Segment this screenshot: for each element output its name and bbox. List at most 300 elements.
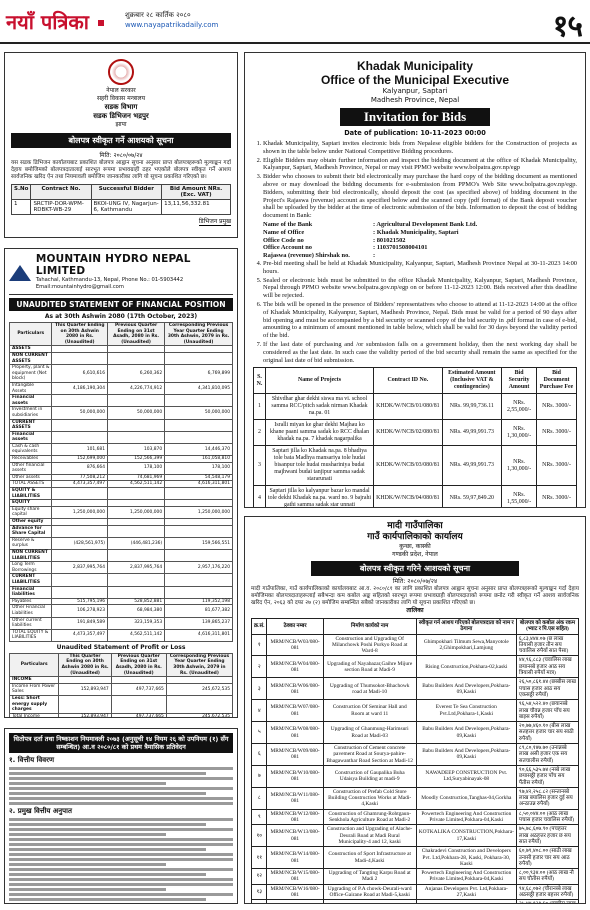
section-heading: १. वित्तीय विवरण xyxy=(9,756,55,764)
table-cell: 68,984,380 xyxy=(108,605,165,617)
table-cell: 515,795,196 xyxy=(52,598,108,605)
table-cell: Construction of Ghamrung-Rohtgaun-Senkhola Agriculture Road at Madi-2 xyxy=(323,809,416,825)
table-cell: Babu Builders And Developers,Pokhara-09,Kaski xyxy=(416,678,516,700)
table-cell: NRs. 3000/- xyxy=(537,486,577,508)
table-cell: 103,870 xyxy=(108,443,165,455)
table-header-row xyxy=(10,323,233,346)
table-row xyxy=(10,481,233,488)
table-cell xyxy=(108,574,165,586)
table-cell: Other Financial Liabilities xyxy=(10,605,52,617)
table-cell: Saptari jilla ko Khadak na.pa. 8 bhadiya tole bata Madhya mansariya tole hudai bisanpur tole hudai mushariniya budai majhwani budai tanjipur samma sadak stararunati xyxy=(265,446,373,486)
website-link[interactable]: www.nayapatrikadaily.com xyxy=(125,21,219,29)
table-cell: NRs. 2,55,000/- xyxy=(502,394,537,420)
table-cell: NRs. 99,99,736.11 xyxy=(442,394,501,420)
table-row xyxy=(10,598,233,605)
table-cell: ११ xyxy=(252,847,267,869)
table-label: तालिका xyxy=(406,607,424,614)
list-item: 7. If the last date of purchasing and /or submission falls on a government holiday, then the next working day shall be considered as the last date. In such case the validity period of the bid security shall remain the same as specified for the original last date of bid submission. xyxy=(263,341,577,364)
table-cell: MRM/NCB/W07/080-081 xyxy=(267,700,323,722)
table-cell: ४ xyxy=(252,700,267,722)
column-header: ठेक्का नम्बर xyxy=(267,619,323,635)
table-cell: Financial assets xyxy=(10,431,52,443)
table-cell: EQUITY & LIABILITIES xyxy=(10,488,52,500)
table-cell: KHDK/W/NCB/03/080/81 xyxy=(374,446,443,486)
table-cell: EQUITY xyxy=(10,500,52,507)
table-cell: Upgrading of Thumsokot-Bhachowk road at Madi-10 xyxy=(323,678,416,700)
notice-header xyxy=(11,87,231,129)
statement-date: As at 30th Ashwin 2080 (17th October, 2023) xyxy=(44,313,198,320)
table-cell: 50,000,000 xyxy=(52,407,108,419)
khadak-bid-notice xyxy=(244,52,586,508)
signature-label: डिभिजन प्रमुख xyxy=(198,218,231,225)
table-cell: MRM/NCB/W16/080-081 xyxy=(267,884,323,900)
table-cell: MRM/NCB/W04/080-081 xyxy=(267,656,323,678)
table-cell: 6,610,616 xyxy=(52,365,108,383)
table-cell: Babu Builders And Developers,Pokhara-09,Kaski xyxy=(416,722,516,744)
contracts-table xyxy=(251,618,579,904)
table-cell: NRs. 49,99,991.73 xyxy=(442,420,501,446)
table-cell: 152,699,000 xyxy=(52,456,108,463)
table-cell: 528,852,881 xyxy=(108,598,165,605)
table-cell: NRs. 1,55,000/- xyxy=(502,486,537,508)
table-cell xyxy=(108,488,165,500)
table-row xyxy=(252,809,579,825)
table-cell: Equity share capital xyxy=(10,506,52,518)
table-cell xyxy=(516,900,578,904)
table-cell: Construction of Cement concrete pavement Road at Sourya-pahire- Bhagawanthar Road Section at Madi-12 xyxy=(323,744,416,766)
notice-date: मिति: २०८०/०७/२४ xyxy=(99,152,143,159)
bank-value: : xyxy=(373,252,376,260)
table-row xyxy=(10,519,233,526)
table-row xyxy=(10,562,233,574)
signature-line xyxy=(11,217,231,225)
table-cell xyxy=(52,519,108,526)
table-cell: Construction and Upgrading of Alache-Deurali Road at Madi Rural Municipality-4 and 12, kaski xyxy=(323,825,416,847)
table-cell xyxy=(52,488,108,500)
table-cell: 2,837,995,764 xyxy=(108,562,165,574)
table-cell: NRs. 1,30,000/- xyxy=(502,446,537,486)
table-cell: ९७,४२,२५८.८२ (सन्तानब्बे लाख बयालिस हजार दुई सय अन्ठाउन्न रुपैयाँ) xyxy=(516,787,578,809)
list-item: 1. Khadak Municipality, Saptari invites electronic bids from Nepalese eligible bidders for the Construction of projects as shown in the table below under National Competitive Bidding procedures. xyxy=(263,140,577,156)
table-row xyxy=(10,346,233,353)
projects-table xyxy=(253,367,577,508)
column-header: This Quarter Ending on 30th Ashwin 2080 in Rs. (Unaudited) xyxy=(59,653,111,676)
table-cell xyxy=(166,696,232,714)
municipality-title: Khadak Municipality xyxy=(356,59,474,73)
table-cell xyxy=(267,900,323,904)
table-cell: 245,672,535 xyxy=(166,713,232,718)
table-cell: CURRENT LIABILITIES xyxy=(10,574,52,586)
table-cell: 106,278,923 xyxy=(52,605,108,617)
table-cell: 77,508,212 xyxy=(52,474,108,481)
column-header: स्वीकृत गर्न आशय गरिएको बोलपत्रदाता को नाम र ठेगाना xyxy=(416,619,516,635)
office-title: गाउँ कार्यपालिकाको कार्यालय xyxy=(367,532,463,542)
table-cell xyxy=(165,346,233,353)
table-cell: NRs. 49,99,991.73 xyxy=(442,446,501,486)
mountain-logo-icon xyxy=(9,263,30,281)
table-row xyxy=(10,629,233,641)
masthead xyxy=(0,0,590,44)
notice-title: बोलपत्र स्वीकृत गर्ने आशयको सूचना xyxy=(11,133,231,148)
bank-value: : Khadak Municipality, Saptari xyxy=(373,228,459,236)
column-header: Corresponding Previous Year Quarter Ending 30th Ashwin, 2079 in Rs. (Unaudited) xyxy=(166,653,232,676)
list-item: 3. Bidder who chooses to submit their bid electronically may purchase the hard copy of the bidding document as mentioned above or may download the bidding documents for e-submission from PPMO's Web Site www.bolpatra.gov.np/egp. Bidders, submitting their bid electronically, should deposit the cost (as specified above) of bidding document in the Project's Rajaswa (revenue) account as specified below and the scanned copy (pdf format) of the Bank deposit voucher shall be uploaded by the bidder at the time of electronic submission of the bids. Information to deposit the cost of bidding document in Bank: xyxy=(263,173,577,220)
table-cell: Payables xyxy=(10,598,52,605)
table-cell: MRM/NCB/W03/080-081 xyxy=(267,634,323,656)
table-cell: 2,957,176,220 xyxy=(165,562,233,574)
table-row xyxy=(254,394,577,420)
column-header: Corresponding Previous Year Quarter Ending 30th Ashwin, 2079 in Rs. (Unaudited) xyxy=(165,323,233,346)
table-cell: MRM/NCB/W14/080-081 xyxy=(267,847,323,869)
financial-position-table xyxy=(9,322,233,642)
table-cell: BKOI-UNG IV, Nagarjun-6, Kathmandu xyxy=(91,200,162,215)
table-cell xyxy=(165,525,233,537)
table-row xyxy=(10,677,233,684)
instructions-list xyxy=(253,140,577,220)
province: Madhesh Province, Nepal xyxy=(370,96,460,104)
table-cell: SRCTIP-DOR-WPM-RDBKT-WB-29 xyxy=(31,200,91,215)
table-cell: २ xyxy=(252,656,267,678)
table-cell: Intangible Assets xyxy=(10,382,52,394)
office-title: Office of the Municipal Executive xyxy=(320,73,510,87)
column-header: Name of Projects xyxy=(265,368,373,394)
bank-value: : 801021502 xyxy=(373,236,406,244)
table-cell: Financial assets xyxy=(10,395,52,407)
table-cell: Powertech Engineering And Construction Private Limited,Pokhara-04,Kaski xyxy=(416,809,516,825)
column-header: This Quarter Ending on 30th Ashwin 2080 in Rs. (Unaudited) xyxy=(52,323,108,346)
profit-loss-table xyxy=(9,653,233,718)
table-cell: ७ xyxy=(252,765,267,787)
table-cell: Cash & cash equivalents xyxy=(10,443,52,455)
column-header: Previous Quarter Ending on 31st Asadh, 2080 in Rs. (Unaudited) xyxy=(111,653,166,676)
header-line: सडक विभाग xyxy=(104,103,138,111)
table-cell: 4,562,511,142 xyxy=(108,481,165,488)
left-column xyxy=(4,52,238,904)
table-cell: 152,893,947 xyxy=(59,713,111,718)
masthead-meta xyxy=(125,10,218,30)
table-cell: 14,446,370 xyxy=(165,443,233,455)
bank-value: : 1103701508004101 xyxy=(373,244,428,252)
table-cell: Babu Builders And Developers,Pokhara-09,Kaski xyxy=(416,744,516,766)
table-cell xyxy=(52,525,108,537)
table-cell: Other current liabilities xyxy=(10,617,52,629)
location: Kalyanpur, Saptari xyxy=(382,87,448,95)
notice-body: मादी गाउँपालिका, गाउँ कार्यपालिकाको कार्यालयबाट आ.व. २०८०/८१ का लागि प्रकाशित बोलपत्र आह्वान सूचना अनुसार प्राप्त बोलपत्रहरूको मूल्याङ्कन गर्दा देहाय बमोजिमका बोलपत्रदाताहरूलाई सबैभन्दा कम कबोल अङ्क सहितको सारभूत रूपमा प्रभावग्राही बोलपत्रदाताको रूपमा छनोट गरी स्वीकृत गर्ने आशय सार्वजनिक खरिद ऐन, २०६३ को दफा २७ (२) बमोजिम सम्बन्धित सबैको जानकारीका लागि यो सूचना प्रकाशित गरिएको छ। xyxy=(251,586,579,606)
table-cell xyxy=(165,549,233,561)
table-cell xyxy=(166,677,232,684)
table-cell xyxy=(52,395,108,407)
column-header: Previous Quarter Ending on 31st Asadh, 2080 in Rs. (Unaudited) xyxy=(108,323,165,346)
column-header: बोलपत्र को कबोल अंक रकम (भ्याट र पि.एस सहित) xyxy=(516,619,578,635)
table-header-row xyxy=(252,619,579,635)
pl-title: Unaudited Statement of Profit or Loss xyxy=(56,643,186,651)
column-header: Bid Document Purchase Fee xyxy=(537,368,577,394)
table-cell xyxy=(165,419,233,431)
issue-date: शुक्रबार २८ कार्तिक २०८० xyxy=(125,11,191,19)
invitation-banner: Invitation for Bids xyxy=(340,108,490,126)
table-cell: 4,562,511,142 xyxy=(108,629,165,641)
section-heading: २. प्रमुख वित्तीय अनुपात xyxy=(9,807,72,815)
table-cell: KHDK/W/NCB/01/080/81 xyxy=(374,394,443,420)
table-cell: 54,548,179 xyxy=(165,474,233,481)
table-cell: 1,250,000,000 xyxy=(165,506,233,518)
statement-title: UNAUDITED STATEMENT OF FINANCIAL POSITION xyxy=(9,298,233,311)
table-cell xyxy=(52,586,108,598)
table-cell: 4,616,311,801 xyxy=(165,629,233,641)
table-cell xyxy=(52,419,108,431)
table-row xyxy=(10,617,233,629)
column-header: Bid Amount NRs. (Exc. VAT) xyxy=(162,185,231,200)
table-cell: Other assets xyxy=(10,474,52,481)
table-cell: KHDK/W/NCB/02/080/81 xyxy=(374,420,443,446)
table-cell: 497,737,665 xyxy=(111,683,166,695)
table-cell: Upgrading of Tangting Karpu Road at Madi 2 xyxy=(323,869,416,885)
header-line: सडक डिभिजन भद्रपुर xyxy=(93,112,149,120)
list-item: 6. The bids will be opened in the presence of Bidders' representatives who choose to attend at 11-12-2023 14:00 at the office of Khadak Municipality, Kalyanpur, Saptari, Madhesh Province, Nepal. Bids must be valid for a period of 90 days after bid opening and must be accompanied by a bid security or scanned copy of the bid security in .pdf format in case of e-bid, amounting to a minimum of amount mentioned in table below, which shall be valid for 30 days beyond the validity period of the bid. xyxy=(263,301,577,340)
table-cell: 13,11,56,332.81 xyxy=(162,200,231,215)
table-cell: Financial liabilities xyxy=(10,586,52,598)
table-cell: Construction of Sport Infrastructure at Madi-4,Kaski xyxy=(323,847,416,869)
table-cell: Anjanas Developers Pvt. Ltd,Pokhara-27,Kaski xyxy=(416,884,516,900)
table-cell xyxy=(165,352,233,364)
table-row xyxy=(10,431,233,443)
list-item: 4. Pre-bid meeting shall be held at Khadak Municipality, Kalyanpur, Saptari, Madhesh Province Nepal at 30-11-2023 14:00 hours. xyxy=(263,260,577,276)
table-cell: १ xyxy=(252,634,267,656)
table-cell: 152,566,399 xyxy=(108,456,165,463)
table-cell xyxy=(108,419,165,431)
table-cell: ९ xyxy=(252,809,267,825)
table-cell: CURRENT ASSETS xyxy=(10,419,52,431)
table-cell xyxy=(165,488,233,500)
table-cell: MRM/NCB/W10/080-081 xyxy=(267,765,323,787)
table-row xyxy=(254,486,577,508)
table-row xyxy=(10,506,233,518)
table-cell xyxy=(52,352,108,364)
table-cell: Upgrading of Nayabazar,Gaihre Mijure section Road at Madi-9 xyxy=(323,656,416,678)
table-cell: MRM/NCB/W15/080-081 xyxy=(267,869,323,885)
table-row xyxy=(10,443,233,455)
table-cell xyxy=(108,352,165,364)
table-cell: 1,250,000,000 xyxy=(52,506,108,518)
table-cell: 50,000,000 xyxy=(108,407,165,419)
table-cell: Shivdhar ghar dekhi siswa ma vi. school samma RCC/pitch sadak nirman Khadak na.pa. 01 xyxy=(265,394,373,420)
column-header: Contract No. xyxy=(31,185,91,200)
municipality-title: मादी गाउँपालिका xyxy=(387,521,443,531)
table-cell xyxy=(52,574,108,586)
table-cell: 152,893,947 xyxy=(59,683,111,695)
table-cell: ASSETS xyxy=(10,346,52,353)
table-cell: NRs. 3000/- xyxy=(537,420,577,446)
table-row xyxy=(10,525,233,537)
table-cell: (446,481,236) xyxy=(108,537,165,549)
table-cell: ६ xyxy=(252,744,267,766)
table-header-row xyxy=(10,653,233,676)
table-row xyxy=(10,474,233,481)
table-cell: MRM/NCB/W12/080-081 xyxy=(267,809,323,825)
table-cell xyxy=(111,677,166,684)
province: गण्डकी प्रदेश, नेपाल xyxy=(392,551,438,558)
table-row xyxy=(10,605,233,617)
table-row xyxy=(252,722,579,744)
table-cell: MRM/NCB/W13/080-081 xyxy=(267,825,323,847)
table-row xyxy=(252,869,579,885)
table-row xyxy=(252,678,579,700)
table-cell: १२ xyxy=(252,869,267,885)
address: कुन्छा, कास्की xyxy=(399,543,431,550)
table-cell: Everest Te Sea Construction Pvt.Ltd,Pokhara-1,Kaski xyxy=(416,700,516,722)
table-cell: 497,737,665 xyxy=(111,713,166,718)
table-cell: TOTAL ASSETS xyxy=(10,481,52,488)
column-header: Contract ID No. xyxy=(374,368,443,394)
list-item: 5. Sealed or electronic bids must be submitted to the office Khadak Municipality, Kalyanpur, Saptari, Madhesh Province, Nepal through PPMO website www.bolpatra.gov.np/egp on or before 11-12-2023 12:00. Bids received after this deadline will be rejected. xyxy=(263,277,577,300)
table-cell: (428,561,975) xyxy=(52,537,108,549)
company-name: MOUNTAIN HYDRO NEPAL LIMITED xyxy=(35,253,191,277)
table-row xyxy=(10,683,233,695)
table-cell: Investment in subsidiaries xyxy=(10,407,52,419)
table-cell: 1 xyxy=(254,394,266,420)
table-row xyxy=(252,900,579,904)
table-cell: 101,681 xyxy=(52,443,108,455)
table-cell: 139,865,237 xyxy=(165,617,233,629)
table-row xyxy=(10,574,233,586)
table-row xyxy=(10,365,233,383)
table-cell: 4,473,357,497 xyxy=(52,629,108,641)
table-row xyxy=(252,744,579,766)
table-cell xyxy=(108,586,165,598)
table-cell: Total Income xyxy=(10,713,59,718)
table-cell: ४४,९६,८८३ (चवालिस लाख छयानब्बे हजार आठ सय त्रियासी रुपैयाँ मात्र) xyxy=(516,656,578,678)
table-cell: Construction of Prefab Cold Store Building Construction Works at Madi-4,Kaski xyxy=(323,787,416,809)
table-row xyxy=(254,446,577,486)
column-header: S.No xyxy=(12,185,31,200)
table-row xyxy=(10,462,233,474)
table-cell: 4,226,774,912 xyxy=(108,382,165,394)
table-row xyxy=(252,787,579,809)
table-cell: Construction Of Seminar Hall and Room at ward 11 xyxy=(323,700,416,722)
bank-label: Name of Office xyxy=(263,228,305,236)
table-cell: ९६,५४,५२२.४० (छयानब्बे लाख चौवन्न हजार पाँच सय बाइस रुपैयाँ) xyxy=(516,700,578,722)
bank-label: Name of the Bank xyxy=(263,220,313,228)
table-cell: 323,159,353 xyxy=(108,617,165,629)
table-cell: INCOME xyxy=(10,677,59,684)
company-address: Tahachal, Kathmandu-13, Nepal, Phone No.: 01-5903442 xyxy=(35,277,184,283)
table-cell: Rising Construction,Pokhara-02,kaski xyxy=(416,656,516,678)
table-cell xyxy=(59,677,111,684)
table-cell: २०,७७,४६०.१० (बीस लाख सतहत्तर हजार चार सय साठी रुपैयाँ) xyxy=(516,722,578,744)
table-cell: ८,००,९३४.०० (आठ लाख नौ सय चौतीस रुपैयाँ) xyxy=(516,869,578,885)
table-cell: NON CURRENT ASSETS xyxy=(10,352,52,364)
table-cell xyxy=(52,549,108,561)
table-cell xyxy=(108,525,165,537)
table-cell: NRs. 3000/- xyxy=(537,446,577,486)
table-cell: Upgrading of Ghanmung-Harimsuri Road at Madi-03 xyxy=(323,722,416,744)
table-cell: NRs. 3000/- xyxy=(537,394,577,420)
table-cell: ६०,७९,४०८.०० (साठी लाख उनासी हजार चार सय आठ रुपैयाँ) xyxy=(516,847,578,869)
table-cell: 245,672,535 xyxy=(166,683,232,695)
table-cell xyxy=(59,696,111,714)
bidder-table xyxy=(11,184,231,215)
table-cell: KHDK/W/NCB/04/080/81 xyxy=(374,486,443,508)
table-cell: 178,100 xyxy=(165,462,233,474)
table-cell xyxy=(108,346,165,353)
table-row xyxy=(252,700,579,722)
table-cell: NRs. 1,30,000/- xyxy=(502,420,537,446)
table-cell xyxy=(111,696,166,714)
column-header: Successful Bidder xyxy=(91,185,162,200)
table-cell: NAWADEEP CONSTRUCTION Pvt. Ltd,Suryabinayak-08 xyxy=(416,765,516,787)
table-cell xyxy=(252,900,267,904)
table-row xyxy=(252,634,579,656)
table-row xyxy=(10,586,233,598)
table-cell xyxy=(165,574,233,586)
quarterly-report-notice xyxy=(4,728,238,904)
table-cell: Receivables xyxy=(10,456,52,463)
table-cell: 876,664 xyxy=(52,462,108,474)
table-cell: 4,341,810,095 xyxy=(165,382,233,394)
table-cell: MRM/NCB/W09/080-081 xyxy=(267,744,323,766)
table-cell xyxy=(108,519,165,526)
header-line: झापा xyxy=(115,121,127,128)
table-cell: ७५,७८,६०७.९० (पचहत्तर लाख अठहत्तर हजार छ सय सात रुपैयाँ) xyxy=(516,825,578,847)
table-cell: Upgrading of P.A chowk-Deurali-ward Office-Gairane Road at Madi-5,kaski xyxy=(323,884,416,900)
notice-body: यस सडक डिभिजन कार्यालयबाट प्रकाशित बोलपत्र आह्वान सूचना अनुसार प्राप्त बोलपत्रहरूको मूल्याङ्कन गर्दा देहाय बमोजिमको बोलपत्रदातालाई सारभूत रूपमा प्रभावग्राही ठहर भएकोले बोलपत्र स्वीकृत गर्ने आशय सार्वजनिक खरिद ऐन तथा नियमावली बमोजिम जानकारीका लागि यो सूचना प्रकाशित गरिएको छ। xyxy=(11,160,231,180)
table-cell: १० xyxy=(252,825,267,847)
table-row xyxy=(252,825,579,847)
table-cell: 1 xyxy=(12,200,31,215)
table-row xyxy=(10,419,233,431)
table-cell xyxy=(108,549,165,561)
table-cell: MRM/NCB/W11/080-081 xyxy=(267,787,323,809)
table-cell: ९०,६६,५३५.७४ (नब्बे लाख छयासठ्ठी हजार पाँच सय पैंतीस रुपैयाँ) xyxy=(516,765,578,787)
table-cell xyxy=(323,900,416,904)
table-row xyxy=(252,847,579,869)
table-cell: ६,८३,४४४.०७ (छ लाख तियासी हजार तीन सय चवालिस रुपैयाँ सात पैसा) xyxy=(516,634,578,656)
government-emblem-icon xyxy=(108,59,134,85)
table-cell: Saptari jilla ko kalyanpur bazar ko mandal tole dekhi Khadak na.pa. ward no. 9 bajrahi gathi samma sadak star unnati xyxy=(265,486,373,508)
instructions-list-2 xyxy=(253,260,577,364)
column-header: क्र.सं. xyxy=(252,619,267,635)
table-cell: Long Term Borrowings xyxy=(10,562,52,574)
column-header: Particulars xyxy=(10,653,59,676)
table-row xyxy=(252,656,579,678)
table-cell xyxy=(108,500,165,507)
table-cell: 191,849,589 xyxy=(52,617,108,629)
table-cell: Less: Short energy supply charges xyxy=(10,696,59,714)
table-cell: 4,473,357,497 xyxy=(52,481,108,488)
table-cell: ८९,८०,१४७.७० (उनान्नब्बे लाख असी हजार एक सय सतचालीस रुपैयाँ) xyxy=(516,744,578,766)
table-cell: Other equity xyxy=(10,519,52,526)
table-header-row xyxy=(254,368,577,394)
table-cell: 81,677,382 xyxy=(165,605,233,617)
bank-details xyxy=(253,221,577,260)
table-cell: Income From Power Sales xyxy=(10,683,59,695)
table-row xyxy=(10,352,233,364)
mountain-hydro-notice xyxy=(4,248,238,718)
table-cell xyxy=(165,395,233,407)
table-cell: Advance for Share Capital xyxy=(10,525,52,537)
table-cell: MRM/NCB/W06/080-081 xyxy=(267,678,323,700)
table-cell: Other financial assets xyxy=(10,462,52,474)
table-cell: 50,000,000 xyxy=(165,407,233,419)
table-cell: 74,681,969 xyxy=(108,474,165,481)
table-cell: 4,186,190,304 xyxy=(52,382,108,394)
table-cell xyxy=(52,431,108,443)
table-cell xyxy=(165,500,233,507)
table-cell: ३ xyxy=(252,678,267,700)
header-line: नेपाल सरकार xyxy=(106,87,136,94)
road-division-notice xyxy=(4,52,238,238)
bank-label: Office Account no xyxy=(263,244,312,252)
